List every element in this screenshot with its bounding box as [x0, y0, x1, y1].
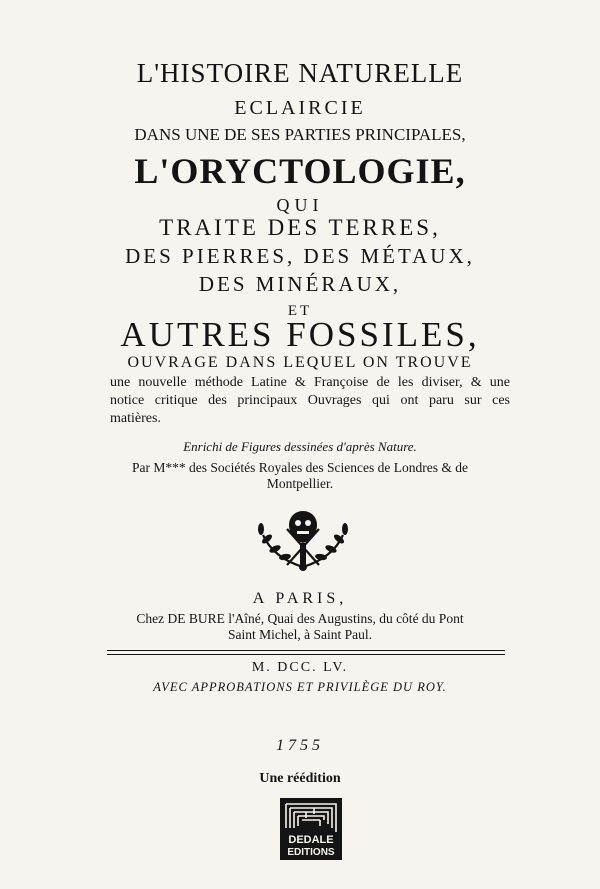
reprint-note: Une réédition: [259, 771, 341, 786]
title-line-terres: TRAITE DES TERRES,: [159, 215, 441, 240]
title-line-et: ET: [287, 303, 313, 319]
logo-text-top: DEDALE: [288, 834, 334, 846]
title-line-eclaircie: ECLAIRCIE: [234, 97, 366, 119]
paragraph-line: matières.: [110, 411, 161, 426]
divider-rule: [107, 650, 505, 651]
title-line-pierres: DES PIERRES, DES MÉTAUX,: [125, 244, 475, 268]
paragraph-line: notice critique des principaux Ouvrages qui ont paru sur ces: [110, 393, 510, 408]
author-line-2: Montpellier.: [266, 476, 334, 491]
privilege-line: AVEC APPROBATIONS ET PRIVILÈGE DU ROY.: [153, 680, 447, 694]
logo-text-bottom: EDITIONS: [287, 847, 335, 858]
title-line-oryctologie: L'ORYCTOLOGIE,: [134, 151, 466, 191]
title-line-fossiles: AUTRES FOSSILES,: [120, 315, 480, 354]
publisher-line-2: Saint Michel, à Saint Paul.: [228, 627, 372, 642]
publisher-line-1: Chez DE BURE l'Aîné, Quai des Augustins, du côté du Pont: [136, 611, 464, 626]
description-paragraph: [110, 374, 510, 428]
title-line-mineraux: DES MINÉRAUX,: [198, 272, 402, 296]
title-line-histoire: L'HISTOIRE NATURELLE: [136, 58, 464, 88]
reprint-year: 1755: [276, 737, 324, 754]
year-roman: M. DCC. LV.: [251, 660, 349, 675]
paragraph-line: une nouvelle méthode Latine & Françoise de les diviser, & une: [110, 375, 510, 390]
title-line-qui: QUI: [276, 195, 324, 215]
title-line-parties: DANS UNE DE SES PARTIES PRINCIPALES,: [134, 125, 466, 144]
ornament-vignette-icon: [257, 507, 349, 573]
dedale-editions-logo-icon: [280, 798, 342, 860]
author-line-1: Par M*** des Sociétés Royales des Sciences de Londres & de: [132, 460, 468, 475]
divider-rule-thin: [107, 654, 505, 655]
figures-note: Enrichi de Figures dessinées d'après Nature.: [183, 439, 417, 454]
title-line-ouvrage: OUVRAGE DANS LEQUEL ON TROUVE: [127, 354, 473, 371]
imprint-city: A PARIS,: [252, 590, 348, 607]
